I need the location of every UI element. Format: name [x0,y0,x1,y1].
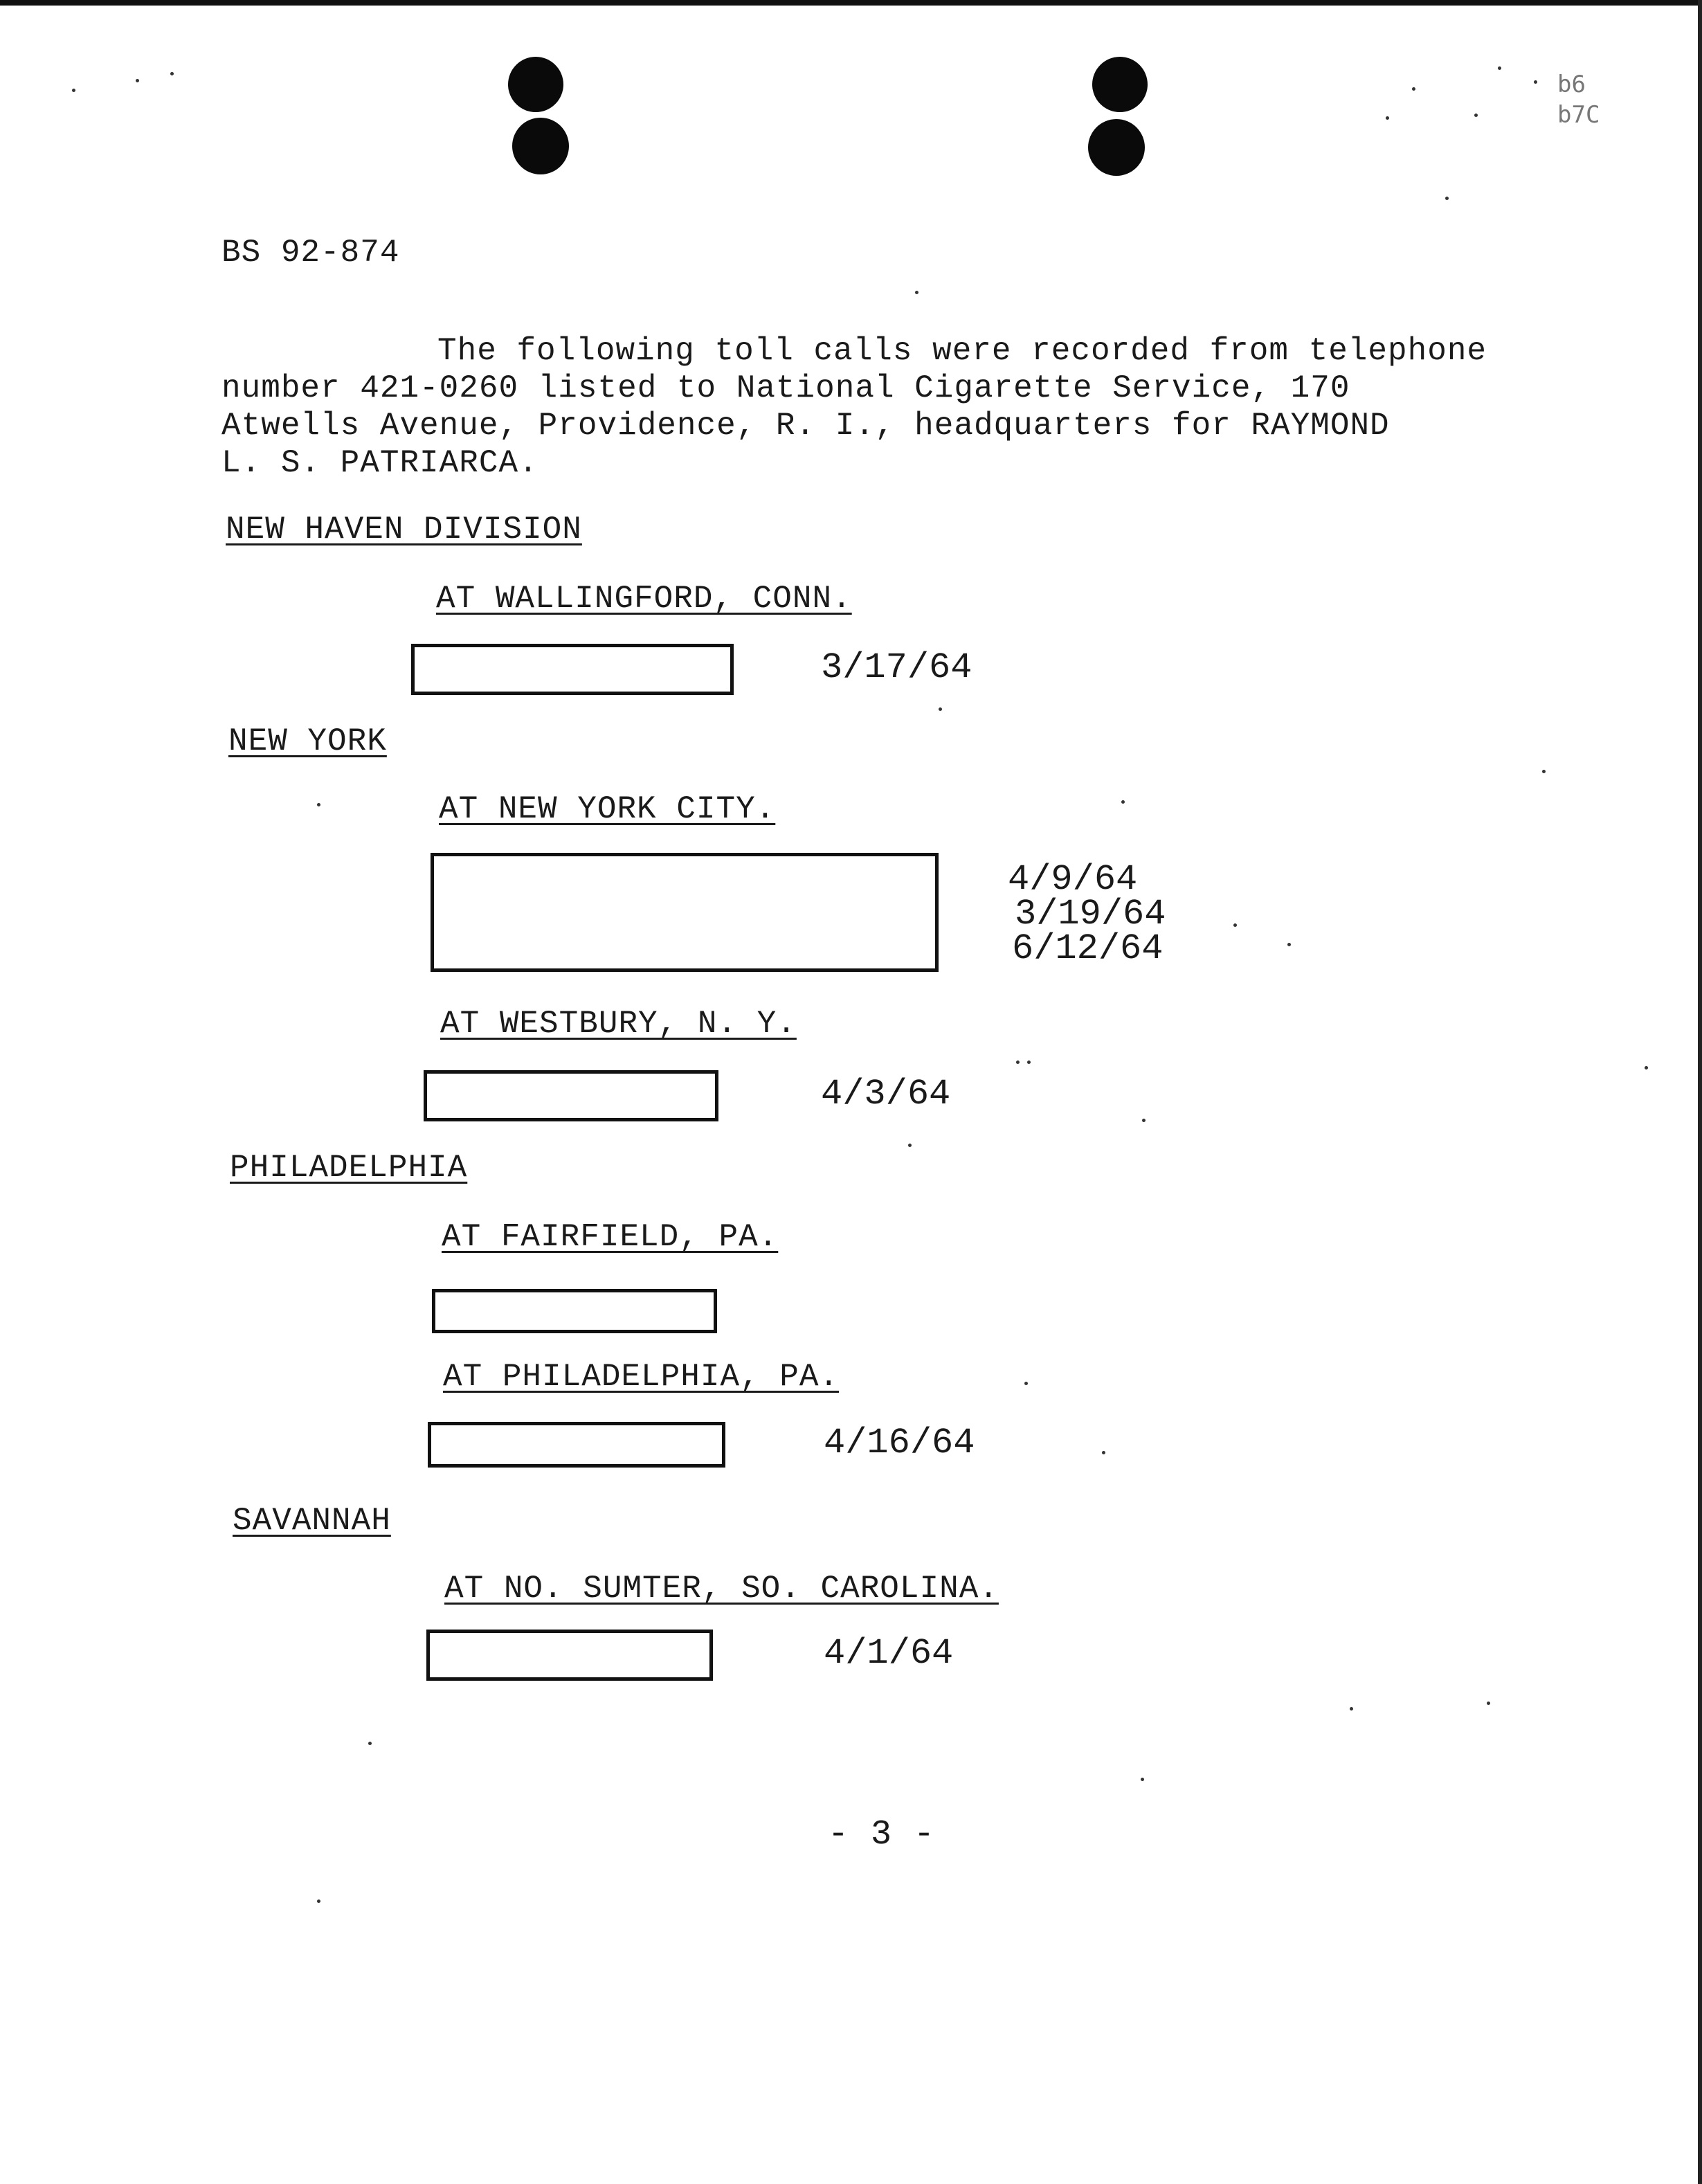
page-top-edge [0,0,1702,6]
scan-speck [1121,800,1125,804]
scan-speck [1016,1061,1020,1064]
date-philadelphia: 4/16/64 [824,1423,975,1463]
location-fairfield: AT FAIRFIELD, PA. [442,1219,779,1255]
scan-speck [1233,923,1237,927]
scan-speck [1027,1061,1031,1064]
page-right-edge [1698,0,1702,2184]
scan-speck [368,1742,372,1745]
scan-speck [1102,1451,1105,1454]
exemption-b6: b6 [1557,71,1586,98]
scan-speck [1386,116,1389,120]
scan-speck [939,707,942,711]
scan-speck [908,1144,912,1147]
location-no-sumter: AT NO. SUMTER, SO. CAROLINA. [444,1571,999,1607]
date-westbury: 4/3/64 [821,1074,951,1114]
intro-line-2: number 421-0260 listed to National Cigarette Service, 170 [221,370,1350,406]
redaction-box-philadelphia [428,1422,725,1468]
redaction-box-wallingford [411,644,734,695]
punch-hole-right-lower [1088,119,1145,176]
scan-speck [1024,1382,1028,1385]
punch-hole-right-upper [1092,57,1148,112]
scan-speck [72,89,75,92]
redaction-box-westbury [424,1070,718,1121]
scan-speck [1142,1119,1146,1122]
scan-speck [1534,80,1537,84]
scan-speck [317,803,320,806]
date-nyc-3: 6/12/64 [1012,928,1164,969]
scan-speck [1141,1778,1144,1781]
intro-line-1: The following toll calls were recorded from telephone [437,333,1487,369]
scan-speck [1287,943,1291,946]
date-nyc-2: 3/19/64 [1015,894,1166,935]
redaction-box-no-sumter [426,1630,713,1681]
scan-speck [1445,197,1449,200]
file-number: BS 92-874 [221,235,400,271]
exemption-b7c: b7C [1557,101,1600,129]
heading-new-haven-division: NEW HAVEN DIVISION [226,512,582,548]
location-new-york-city: AT NEW YORK CITY. [439,791,776,827]
intro-line-4: L. S. PATRIARCA. [221,445,538,481]
scan-speck [1542,770,1546,773]
location-philadelphia: AT PHILADELPHIA, PA. [443,1359,840,1395]
scan-speck [1487,1702,1490,1705]
punch-hole-left-lower [512,118,569,174]
scan-speck [1350,1707,1353,1711]
page-number: - 3 - [828,1815,936,1854]
punch-hole-left-upper [508,57,563,112]
redaction-box-new-york-city [431,853,939,972]
date-wallingford: 3/17/64 [821,647,972,688]
heading-new-york: NEW YORK [228,723,387,759]
scan-speck [1645,1066,1648,1070]
scan-speck [1412,87,1415,91]
scan-speck [1474,114,1478,117]
location-wallingford: AT WALLINGFORD, CONN. [436,581,852,617]
scan-speck [170,72,174,75]
intro-line-3: Atwells Avenue, Providence, R. I., headquarters for RAYMOND [221,408,1390,444]
scan-speck [1498,66,1501,70]
date-no-sumter: 4/1/64 [824,1633,954,1674]
location-westbury: AT WESTBURY, N. Y. [440,1006,797,1042]
heading-philadelphia: PHILADELPHIA [230,1150,468,1186]
scan-speck [317,1899,320,1903]
heading-savannah: SAVANNAH [233,1503,391,1539]
scan-speck [915,291,918,294]
exemption-stamp [1557,69,1600,130]
date-nyc-1: 4/9/64 [1008,859,1138,900]
redaction-box-fairfield [432,1289,717,1333]
scan-speck [136,79,139,82]
